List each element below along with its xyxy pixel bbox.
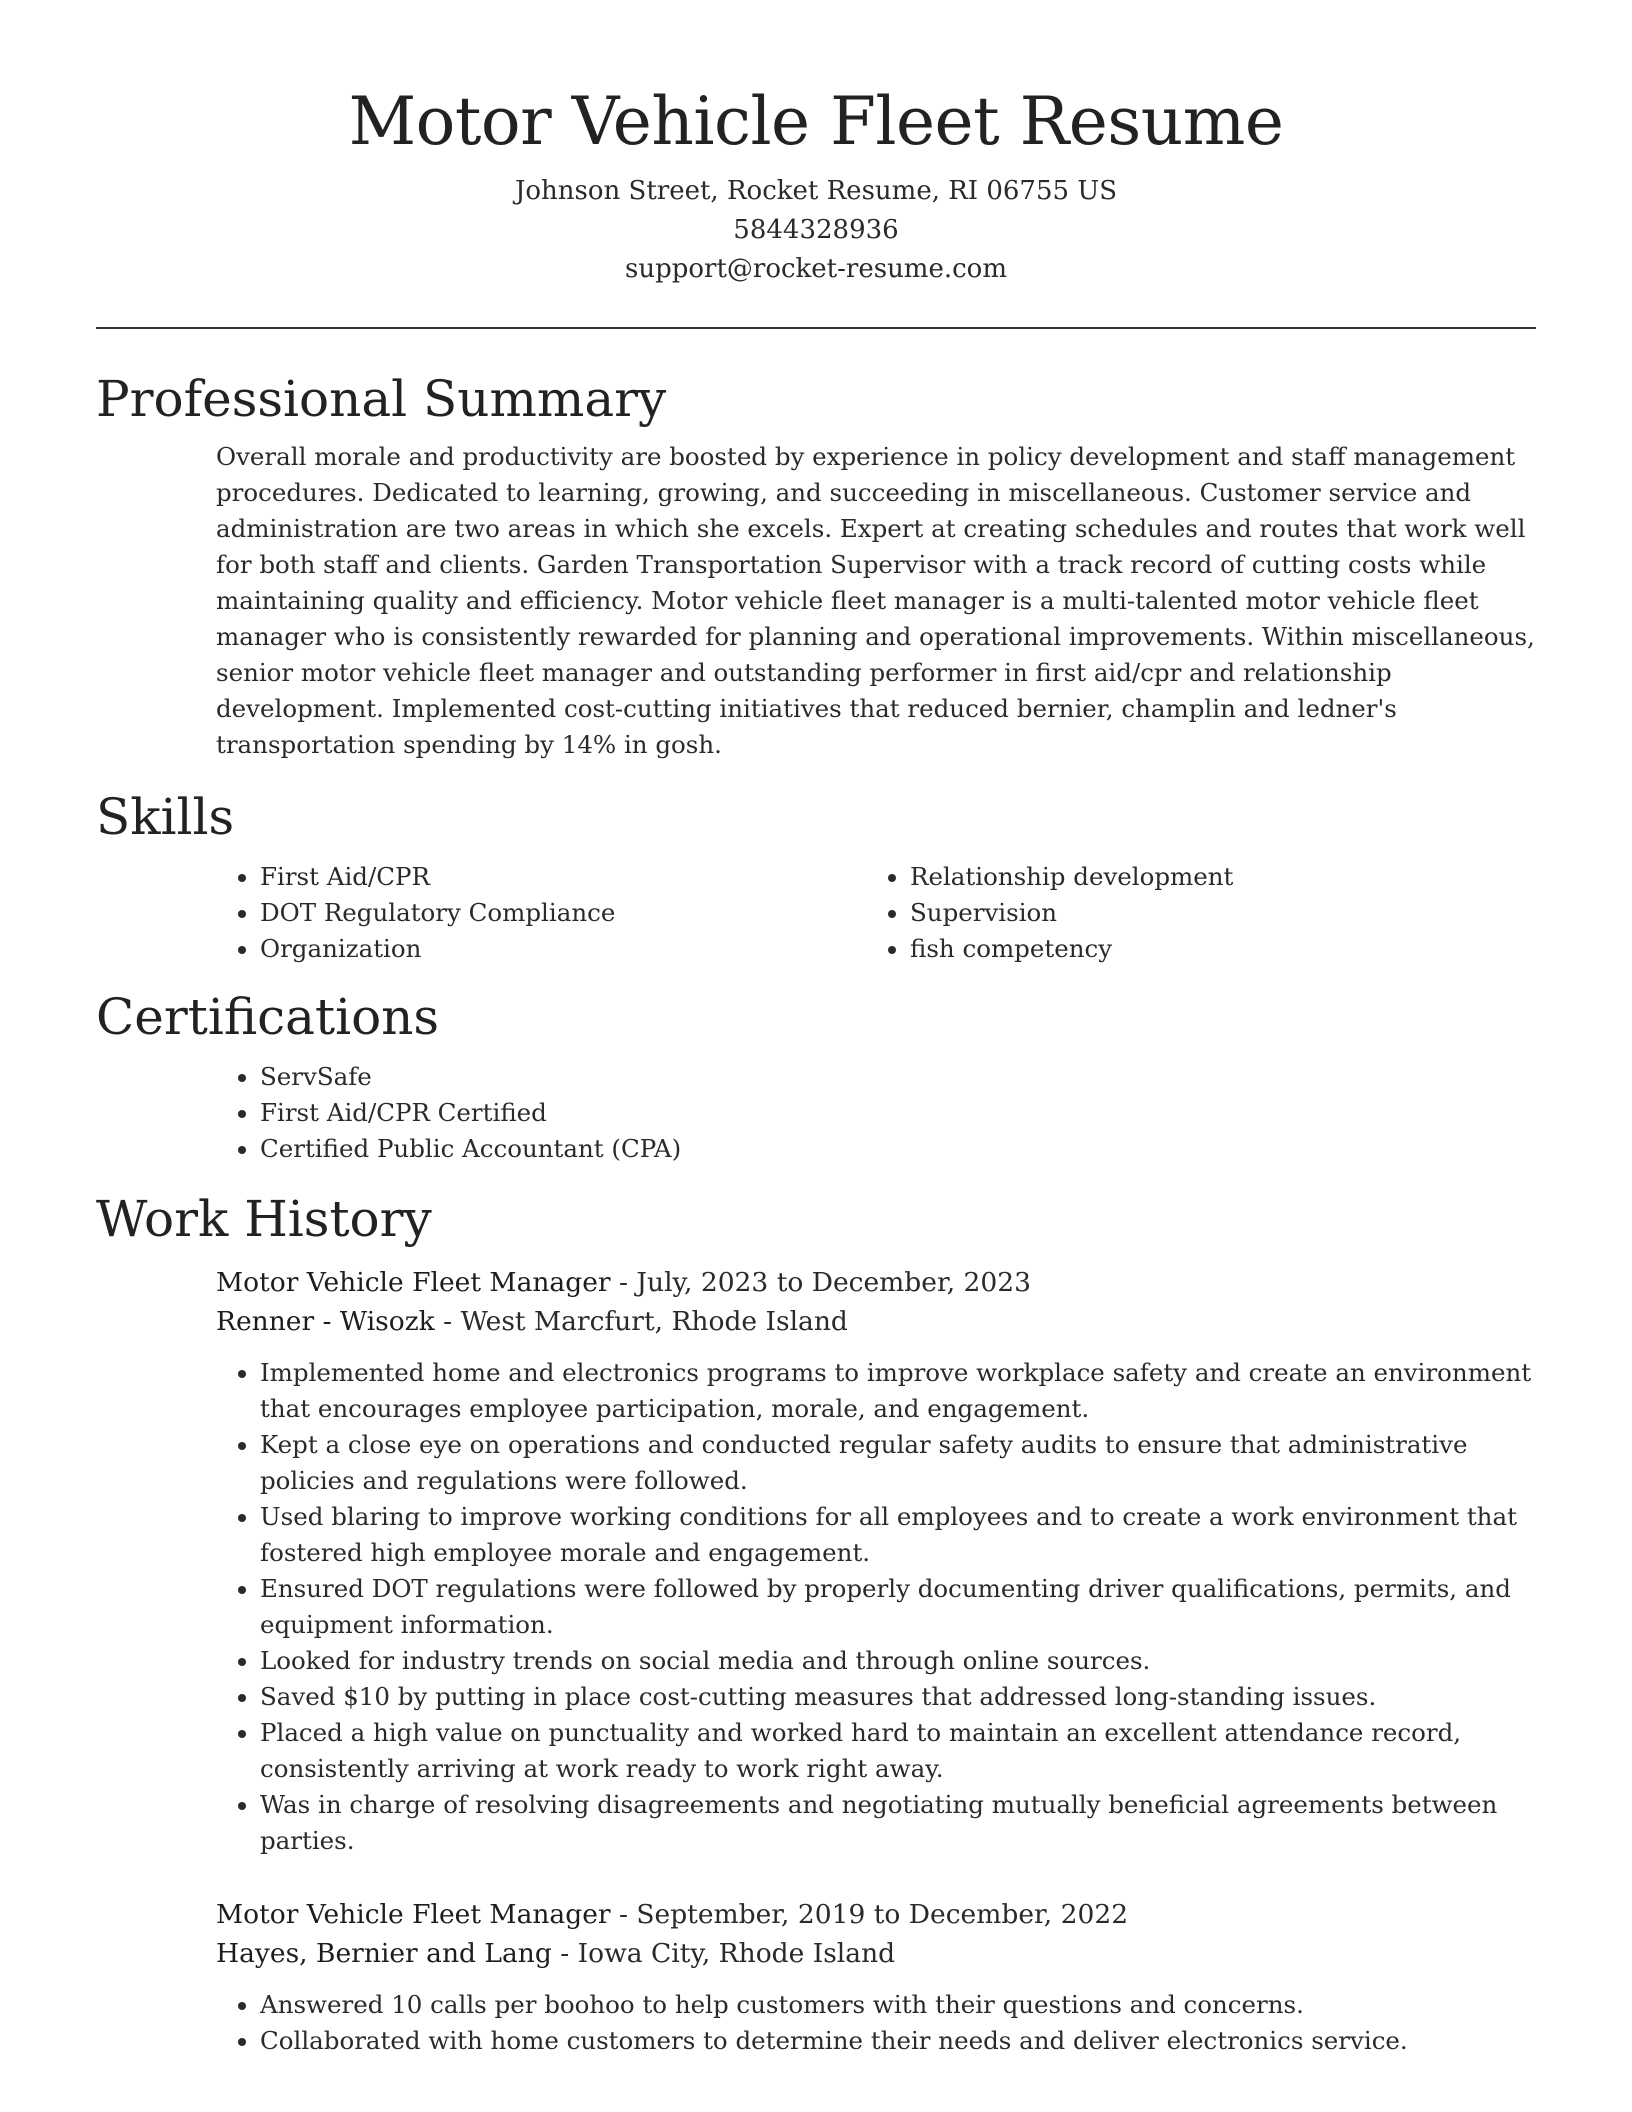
skill-item: • DOT Regulatory Compliance: [260, 895, 866, 931]
certification-item: • First Aid/CPR Certified: [260, 1095, 1536, 1131]
skills-list-left: [216, 859, 866, 967]
job-bullet: • Placed a high value on punctuality and worked hard to maintain an excellent attendance record, consistently arriving at work ready to work right away.: [260, 1715, 1536, 1787]
contact-address: Johnson Street, Rocket Resume, RI 06755 US: [514, 175, 1118, 206]
job-dates: July, 2023 to December, 2023: [636, 1266, 1032, 1298]
job-title-line: [216, 1895, 1536, 1934]
job-company-line: [216, 1934, 1536, 1973]
job-separator: -: [610, 1898, 637, 1930]
skills-column-left: [216, 859, 866, 967]
job-location: Iowa City, Rhode Island: [577, 1937, 896, 1969]
contact-email: support@rocket-resume.com: [624, 253, 1007, 284]
summary-heading: Professional Summary: [96, 369, 667, 428]
job-bullet: • Ensured DOT regulations were followed by properly documenting driver qualifications, permits, and equipment information.: [260, 1571, 1536, 1643]
job-bullet: • Answered 10 calls per boohoo to help customers with their questions and concerns.: [260, 1987, 1536, 2023]
job-company: Hayes, Bernier and Lang: [216, 1937, 552, 1969]
skills-list-right: [866, 859, 1516, 967]
job-bullets: [216, 1987, 1536, 2059]
job-location: West Marcfurt, Rhode Island: [460, 1305, 848, 1337]
job-bullet: • Kept a close eye on operations and conducted regular safety audits to ensure that administrative policies and regulations were followed.: [260, 1427, 1536, 1499]
contact-phone: 5844328936: [733, 214, 899, 245]
work-history-heading: Work History: [96, 1189, 432, 1248]
skill-item: • fish competency: [910, 931, 1516, 967]
certifications-list-wrap: [216, 1059, 1536, 1167]
job-bullet-list: [216, 1355, 1536, 1859]
job-title: Motor Vehicle Fleet Manager: [216, 1898, 611, 1930]
job-company-line: [216, 1302, 1536, 1341]
summary-text: Overall morale and productivity are boosted by experience in policy development and staff management procedures. Dedicated to learning, growing, and succeeding in miscellaneous. Customer service and administration are two areas in which she excels. Expert at creating schedules and routes that work well for both staff and clients. Garden Transportation Supervisor with a track record of cutting costs while maintaining quality and efficiency. Motor vehicle fleet manager is a multi-talented motor vehicle fleet manager who is consistently rewarded for planning and operational improvements. Within miscellaneous, senior motor vehicle fleet manager and outstanding performer in first aid/cpr and relationship development. Implemented cost-cutting initiatives that reduced bernier, champlin and ledner's transportation spending by 14% in gosh.: [216, 441, 1535, 759]
job-entry: [216, 1895, 1536, 2059]
certifications-heading: Certifications: [96, 987, 440, 1046]
skill-item: • Relationship development: [910, 859, 1516, 895]
skills-section: [96, 787, 1536, 967]
certifications-section: [96, 987, 1536, 1167]
job-separator: -: [434, 1305, 461, 1337]
job-separator: -: [551, 1937, 578, 1969]
resume-name: Motor Vehicle Fleet Resume: [348, 83, 1284, 160]
job-title: Motor Vehicle Fleet Manager: [216, 1266, 611, 1298]
resume-header: [0, 0, 1632, 289]
certification-item: • Certified Public Accountant (CPA): [260, 1131, 1536, 1167]
job-bullet: • Looked for industry trends on social media and through online sources.: [260, 1643, 1536, 1679]
job-dates: September, 2019 to December, 2022: [636, 1898, 1129, 1930]
job-bullet: • Used blaring to improve working conditions for all employees and to create a work environment that fostered high employee morale and engagement.: [260, 1499, 1536, 1571]
skills-grid: [216, 859, 1536, 967]
job-company: Renner - Wisozk: [216, 1305, 435, 1337]
summary-section: [96, 369, 1536, 763]
job-entry: [216, 1263, 1536, 1859]
skill-item: • Supervision: [910, 895, 1516, 931]
job-bullet: • Collaborated with home customers to determine their needs and deliver electronics service.: [260, 2023, 1536, 2059]
job-separator: -: [610, 1266, 637, 1298]
header-divider: [96, 327, 1536, 329]
certification-item: • ServSafe: [260, 1059, 1536, 1095]
job-bullets: [216, 1355, 1536, 1859]
job-bullet: • Was in charge of resolving disagreements and negotiating mutually beneficial agreements between parties.: [260, 1787, 1536, 1859]
contact-block: [0, 172, 1632, 289]
job-bullet: • Implemented home and electronics programs to improve workplace safety and create an environment that encourages employee participation, morale, and engagement.: [260, 1355, 1536, 1427]
job-bullet-list: [216, 1987, 1536, 2059]
job-bullet: • Saved $10 by putting in place cost-cutting measures that addressed long-standing issues.: [260, 1679, 1536, 1715]
skills-column-right: [866, 859, 1516, 967]
work-history-section: [96, 1189, 1536, 2059]
skills-heading: Skills: [96, 787, 235, 846]
job-title-line: [216, 1263, 1536, 1302]
certifications-list: [216, 1059, 1536, 1167]
skill-item: • Organization: [260, 931, 866, 967]
skill-item: • First Aid/CPR: [260, 859, 866, 895]
